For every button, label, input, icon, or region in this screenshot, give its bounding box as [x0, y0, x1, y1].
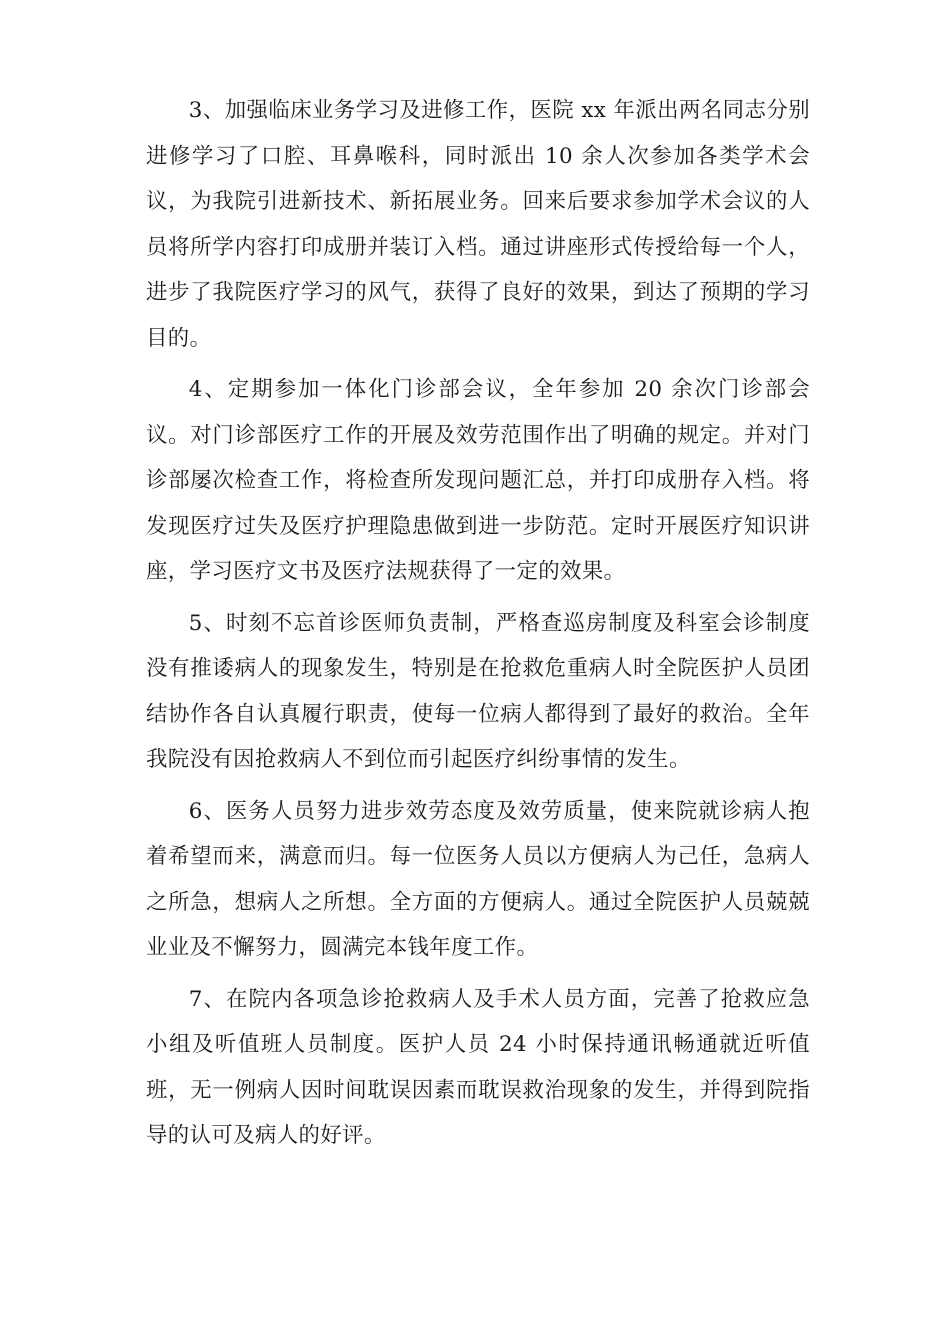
paragraph-5: 5、时刻不忘首诊医师负责制，严格查巡房制度及科室会诊制度没有推诿病人的现象发生，特别是在抢救危重病人时全院医护人员团结协作各自认真履行职责，使每一位病人都得到了最好的救治。全年我院没有因抢救病人不到位而引起医疗纠纷事情的发生。: [146, 610, 810, 772]
paragraph-4: 4、定期参加一体化门诊部会议，全年参加 20 余次门诊部会议。对门诊部医疗工作的开展及效劳范围作出了明确的规定。并对门诊部屡次检查工作，将检查所发现问题汇总，并打印成册存入档。将发现医疗过失及医疗护理隐患做到进一步防范。定时开展医疗知识讲座，学习医疗文书及医疗法规获得了一定的效果。: [146, 377, 810, 584]
document-body: [146, 88, 810, 1165]
paragraph-6: 6、医务人员努力进步效劳态度及效劳质量，使来院就诊病人抱着希望而来，满意而归。每一位医务人员以方便病人为己任，急病人之所急，想病人之所想。全方面的方便病人。通过全院医护人员兢兢业业及不懈努力，圆满完本钱年度工作。: [146, 798, 810, 960]
paragraph-7: 7、在院内各项急诊抢救病人及手术人员方面，完善了抢救应急小组及听值班人员制度。医护人员 24 小时保持通讯畅通就近听值班，无一例病人因时间耽误因素而耽误救治现象的发生，并得到院指导的认可及病人的好评。: [146, 986, 810, 1148]
paragraph-3: 3、加强临床业务学习及进修工作，医院 xx 年派出两名同志分别进修学习了口腔、耳鼻喉科，同时派出 10 余人次参加各类学术会议，为我院引进新技术、新拓展业务。回来后要求参加学术会议的人员将所学内容打印成册并装订入档。通过讲座形式传授给每一个人，进步了我院医疗学习的风气，获得了良好的效果，到达了预期的学习目的。: [146, 98, 810, 351]
